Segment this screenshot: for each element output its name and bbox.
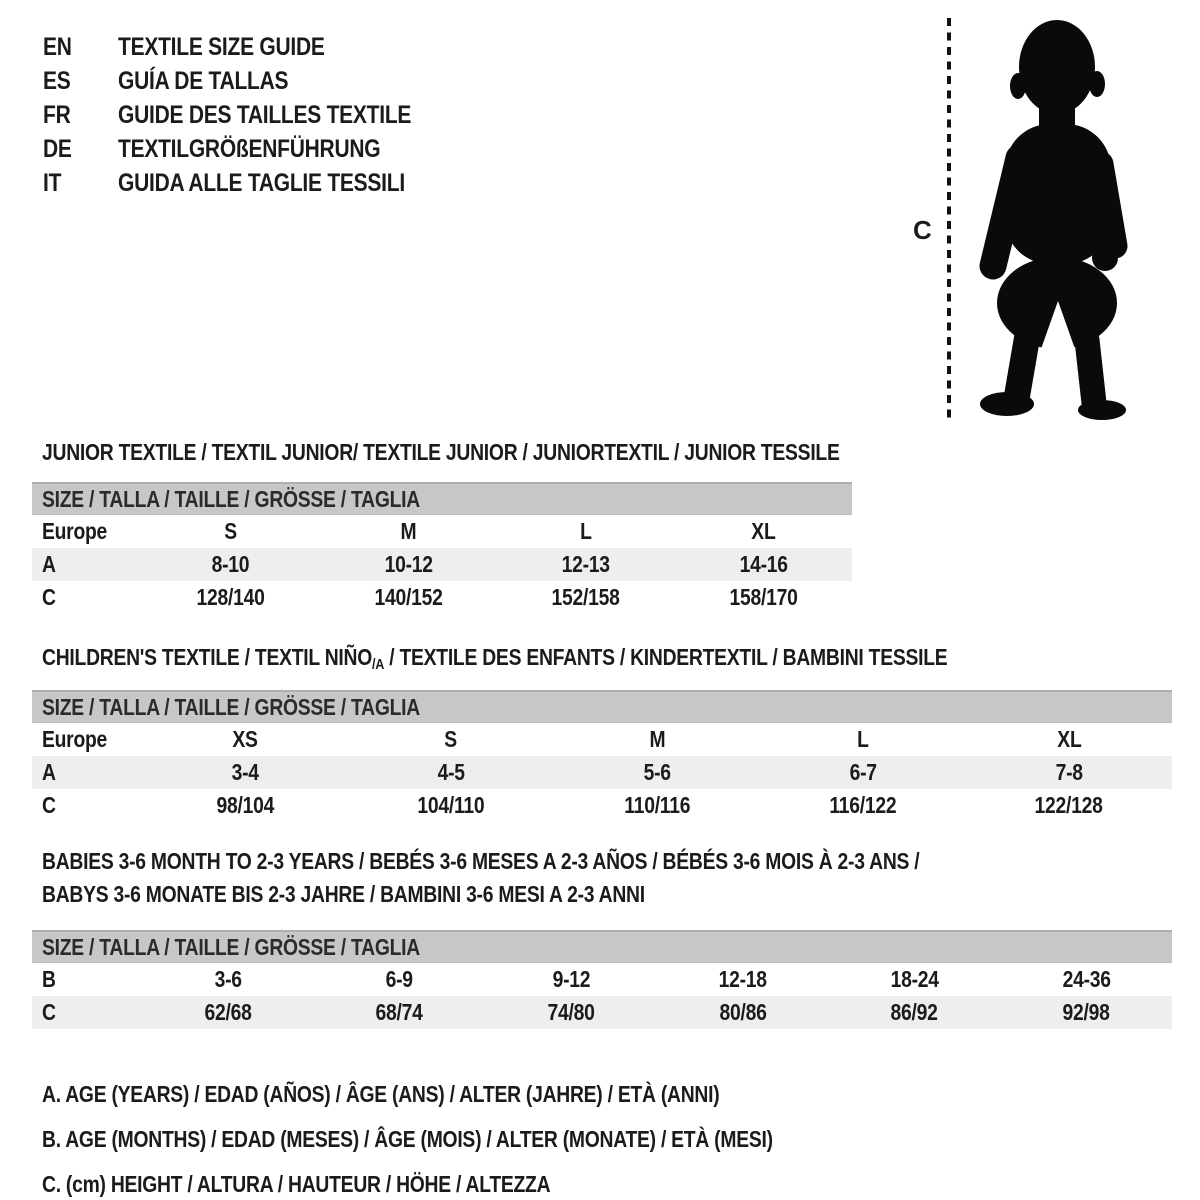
cell-value: 92/98 [1062,999,1110,1025]
table-row [32,515,852,548]
table-row [32,996,1172,1029]
language-row-es [43,64,467,98]
cell-value: 4-5 [437,759,465,785]
row-label: Europe [42,726,108,752]
cell-value: 7-8 [1055,759,1083,785]
children-title-post: / TEXTILE DES ENFANTS / KINDERTEXTIL / BAMBINI TESSILE [384,644,948,670]
table-row [32,789,1172,822]
cell-value: L [857,726,869,752]
children-title-text [42,641,947,681]
cell-value: 62/68 [204,999,252,1025]
size-header-text: SIZE / TALLA / TAILLE / GRÖSSE / TAGLIA [42,933,420,960]
measure-c-label: C [913,215,932,245]
table-row [32,548,852,581]
row-label: Europe [42,518,108,544]
junior-section-title [42,436,992,469]
cell-value: 80/86 [719,999,767,1025]
cell-value: S [224,518,238,544]
language-title: GUIDA ALLE TAGLIE TESSILI [118,169,405,197]
cell-value: 10-12 [384,551,433,577]
cell-value: XL [751,518,776,544]
babies-size-header-bar [32,930,1172,963]
table-row [32,723,1172,756]
cell-value: 3-4 [231,759,259,785]
cell-value: XS [232,726,258,752]
language-title: TEXTILE SIZE GUIDE [118,33,325,61]
language-title: TEXTILGRÖßENFÜHRUNG [118,135,381,163]
table-row [32,756,1172,789]
legend-text-b: B. AGE (MONTHS) / EDAD (MESES) / ÂGE (MOIS) / ALTER (MONATE) / ETÀ (MESI) [42,1126,773,1152]
junior-size-table [32,482,852,614]
legend-line-a [42,1072,912,1117]
legend-text-a: A. AGE (YEARS) / EDAD (AÑOS) / ÂGE (ANS) / ALTER (JAHRE) / ETÀ (ANNI) [42,1081,720,1107]
table-row [32,963,1172,996]
size-header-text: SIZE / TALLA / TAILLE / GRÖSSE / TAGLIA [42,693,420,720]
babies-title-line2: BABYS 3-6 MONATE BIS 2-3 JAHRE / BAMBINI 3-6 MESI A 2-3 ANNI [42,881,645,907]
language-list [43,30,467,200]
junior-size-header-bar [32,482,852,515]
cell-value: 6-9 [385,966,414,992]
cell-value: 122/128 [1034,792,1104,818]
cell-value: 24-36 [1062,966,1111,992]
children-section-title [42,641,1120,681]
size-header-text: SIZE / TALLA / TAILLE / GRÖSSE / TAGLIA [42,485,420,512]
language-code: EN [43,33,72,61]
cell-value: M [400,518,417,544]
height-measure-line [945,18,953,420]
cell-value: 14-16 [739,551,788,577]
baby-silhouette-icon [975,16,1140,421]
language-row-fr [43,98,467,132]
cell-value: 5-6 [643,759,671,785]
cell-value: XL [1056,726,1082,752]
cell-value: M [649,726,665,752]
cell-value: 8-10 [211,551,250,577]
cell-value: 9-12 [552,966,591,992]
row-label: C [42,584,56,610]
language-code: IT [43,169,62,197]
cell-value: 3-6 [214,966,242,992]
measure-legend [42,1072,912,1200]
babies-size-table [32,930,1172,1029]
cell-value: 68/74 [375,999,424,1025]
language-row-en [43,30,467,64]
cell-value: 116/122 [829,792,897,818]
cell-value: S [444,726,458,752]
legend-line-b [42,1117,912,1162]
cell-value: 152/158 [551,584,620,610]
cell-value: 12-18 [718,966,767,992]
cell-value: 104/110 [417,792,485,818]
cell-value: 12-13 [561,551,610,577]
babies-section-title [42,845,1087,911]
row-label: B [42,966,56,992]
row-label: A [42,551,56,577]
language-code: ES [43,67,71,95]
cell-value: 6-7 [849,759,877,785]
cell-value: 140/152 [374,584,443,610]
height-figure [905,14,1150,426]
row-label: A [42,759,56,785]
language-code: DE [43,135,72,163]
children-size-table [32,690,1172,822]
cell-value: 158/170 [729,584,798,610]
language-title: GUIDE DES TAILLES TEXTILE [118,101,412,129]
row-label: C [42,999,56,1025]
children-size-header-bar [32,690,1172,723]
language-row-de [43,132,467,166]
language-code: FR [43,101,71,129]
table-row [32,581,852,614]
cell-value: L [579,518,592,544]
junior-title-text: JUNIOR TEXTILE / TEXTIL JUNIOR/ TEXTILE JUNIOR / JUNIORTEXTIL / JUNIOR TESSILE [42,439,840,465]
cell-value: 18-24 [890,966,939,992]
legend-text-c: C. (cm) HEIGHT / ALTURA / HAUTEUR / HÖHE / ALTEZZA [42,1171,551,1197]
babies-title-line1: BABIES 3-6 MONTH TO 2-3 YEARS / BEBÉS 3-6 MESES A 2-3 AÑOS / BÉBÉS 3-6 MOIS À 2-3 ANS / [42,848,920,874]
cell-value: 86/92 [890,999,939,1025]
language-title: GUÍA DE TALLAS [118,67,289,95]
legend-line-c [42,1162,912,1200]
children-title-sub: /A [372,656,385,673]
row-label: C [42,792,56,818]
cell-value: 98/104 [216,792,274,818]
cell-value: 74/80 [547,999,595,1025]
language-row-it [43,166,467,200]
children-title-pre: CHILDREN'S TEXTILE / TEXTIL NIÑO [42,644,373,670]
cell-value: 128/140 [196,584,265,610]
cell-value: 110/116 [624,792,690,818]
